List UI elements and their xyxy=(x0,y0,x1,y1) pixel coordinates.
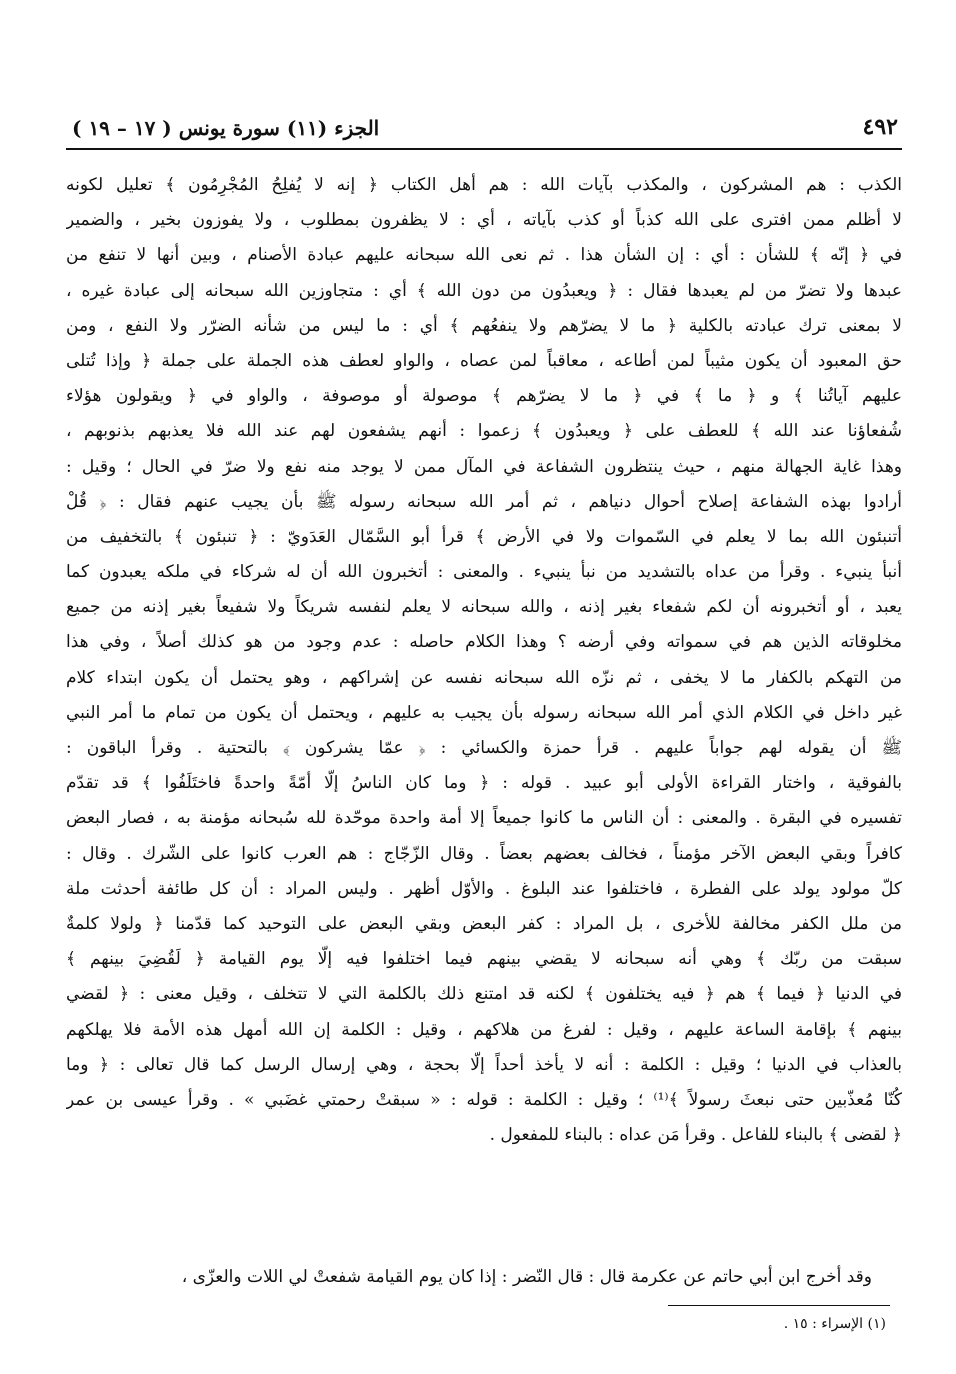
page-number: ٤٩٢ xyxy=(862,114,898,140)
text-line: كافراً وبقي البعض الآخر مؤمناً ، فخالف بعضهم بعضاً . وقال الزّجّاج : هم العرب كانوا على الشّرك . وقال : xyxy=(66,843,902,864)
text-line: في الدنيا ﴿ فيما ﴾ هم ﴿ فيه يختلفون ﴾ لكنه قد امتنع ذلك بالكلمة التي لا تتخلف ، وقيل معنى : ﴿ لقضي xyxy=(66,984,902,1005)
main-paragraph xyxy=(66,168,902,1153)
footnote-rule xyxy=(668,1305,890,1306)
text-line: وهذا غاية الجهالة منهم ، حيث ينتظرون الشفاعة في المآل ممن لا يوجد منه نفع ولا ضرّ في الحال ؛ وقيل : xyxy=(66,456,902,477)
text-line: كلّ مولود يولد على الفطرة ، فاختلفوا عند البلوغ . والأوّل أظهر . وليس المراد : أن كل طائفة أحدثت ملة xyxy=(66,878,902,899)
text-line: عبدها ولا تضرّ من لم يعبدها فقال : ﴿ ويعبدُون من دون الله ﴾ أي : متجاوزين الله سبحانه إلى عبادة غيره ، xyxy=(66,280,902,301)
text-line: شُفعاؤنا عند الله ﴾ للعطف على ﴿ ويعبدُون ﴾ زعموا : أنهم يشفعون لهم عند الله فلا يعذبهم بذنوبهم ، xyxy=(66,421,902,442)
footnote: (١) الإسراء : ١٥ . xyxy=(783,1316,886,1332)
text-line: عليهم آياتُنا ﴾ و ﴿ ما ﴾ في ﴿ ما لا يضرّهم ﴾ موصولة أو موصوفة ، والواو في ﴿ ويقولون هؤلاء xyxy=(66,386,902,407)
text-line: أنبأ ينبيء . وقرأ من عداه بالتشديد من نبأ ينبيء . والمعنى : أتخبرون الله أن له شركاء في ملكه يعبدون كما xyxy=(66,562,902,583)
text-line: تفسيره في البقرة . والمعنى : أن الناس ما كانوا جميعاً إلا أمة واحدة موحّدة لله سُبحانه مؤمنة به ، فصار البعض xyxy=(66,808,902,829)
text-line: أتنبئون الله بما لا يعلم في السّموات ولا في الأرض ﴾ قرأ أبو السَّمّال العَدَويّ : ﴿ تنبئون ﴾ بالتخفيف من xyxy=(66,526,902,547)
text-line: من التهكم بالكفار ما لا يخفى ، ثم نزّه الله سبحانه نفسه عن إشراكهم ، وهو يحتمل أن يكون ابتداء كلام xyxy=(66,667,902,688)
text-line: في ﴿ إنّه ﴾ للشأن : أي : إن الشأن هذا . ثم نعى الله سبحانه عليهم عبادة الأصنام ، وبين أنها لا تنفع من xyxy=(66,245,902,266)
text-line: مخلوقاته الذين هم في سمواته وفي أرضه ؟ وهذا الكلام حاصله : عدم وجود من هو كذلك أصلاً ، وفي هذا xyxy=(66,632,902,653)
header-rule xyxy=(66,148,902,150)
text-line: سبقت من ربّك ﴾ وهي أنه سبحانه لا يقضي بينهم فيما اختلفوا فيه إلّا يوم القيامة ﴿ لَقُضِيَ بينهم ﴾ xyxy=(66,949,902,970)
second-paragraph: وقد أخرج ابن أبي حاتم عن عكرمة قال : قال النّضر : إذا كان يوم القيامة شفعتْ لي اللات والعزّى ، xyxy=(181,1267,872,1287)
text-line: لا بمعنى ترك عبادته بالكلية ﴿ ما لا يضرّهم ولا ينفعُهم ﴾ أي : ما ليس من شأنه الضرّر ولا النفع ، ومن xyxy=(66,315,902,336)
text-line: بينهم ﴾ بإقامة الساعة عليهم ، وقيل : لفرغ من هلاكهم ، وقيل : الكلمة إن الله أمهل هذه الأمة فلا يهلكهم xyxy=(66,1019,902,1040)
text-line: الكذب : هم المشركون ، والمكذب بآيات الله : هم أهل الكتاب ﴿ إنه لا يُفلِحُ المُجْرِمُون ﴾ تعليل لكونه xyxy=(66,175,902,195)
text-line: غير داخل في الكلام الذي أمر الله سبحانه رسوله بأن يجيب به عليهم ، ويحتمل أن يكون من تمام ما أمر النبي xyxy=(66,702,902,723)
page-header xyxy=(66,108,902,148)
text-line: أرادوا بهذه الشفاعة إصلاح أحوال دنياهم ، ثم أمر الله سبحانه رسوله ﷺ بأن يجيب عنهم فقال : ﴿ قُلْ xyxy=(66,491,902,512)
text-line: حق المعبود أن يكون مثيباً لمن أطاعه ، معاقباً لمن عصاه ، والواو لعطف هذه الجملة على جملة ﴿ وإذا تُتلى xyxy=(66,350,902,371)
text-line: ﷺ أن يقوله لهم جواباً عليهم . قرأ حمزة والكسائي : ﴿ عمّا يشركون ﴾ بالتحتية . وقرأ الباقون : xyxy=(66,738,902,758)
text-line: كُنّا مُعذّبين حتى نبعثَ رسولاً ﴾⁽¹⁾ ؛ وقيل : الكلمة : قوله : « سبقتْ رحمتي غضَبي » . وقرأ عيسى بن عمر xyxy=(66,1089,902,1110)
text-line: لا أظلم ممن افترى على الله كذباً أو كذب بآياته ، أي : لا يظفرون بمطلوب ، ولا يفوزون بخير ، والضمير xyxy=(66,210,902,231)
text-line: يعبد ، أو أتخبرونه أن لكم شفعاء بغير إذنه ، والله سبحانه لا يعلم لنفسه شريكاً ولا شفيعاً بغير إذنه من جميع xyxy=(66,597,902,618)
running-head: الجزء (١١) سورة يونس ( ١٧ – ١٩ ) xyxy=(72,116,380,140)
text-line: بالعذاب في الدنيا ؛ وقيل : الكلمة : أنه لا يأخذ أحداً إلّا بحجة ، وهي إرسال الرسل كما قال تعالى : ﴿ وما xyxy=(66,1054,902,1075)
text-line: من ملل الكفر مخالفة للأخرى ، بل المراد : كفر البعض وبقي البعض على التوحيد كما قدّمنا ﴿ ولولا كلمةٌ xyxy=(66,913,902,934)
text-line: بالفوقية ، واختار القراءة الأولى أبو عبيد . قوله : ﴿ وما كان الناسُ إلّا أمّةً واحدةً فاختَلَفُوا ﴾ قد تقدّم xyxy=(66,773,902,794)
text-line: ﴿ لقضى ﴾ بالبناء للفاعل . وقرأ مَن عداه : بالبناء للمفعول . xyxy=(489,1125,902,1146)
